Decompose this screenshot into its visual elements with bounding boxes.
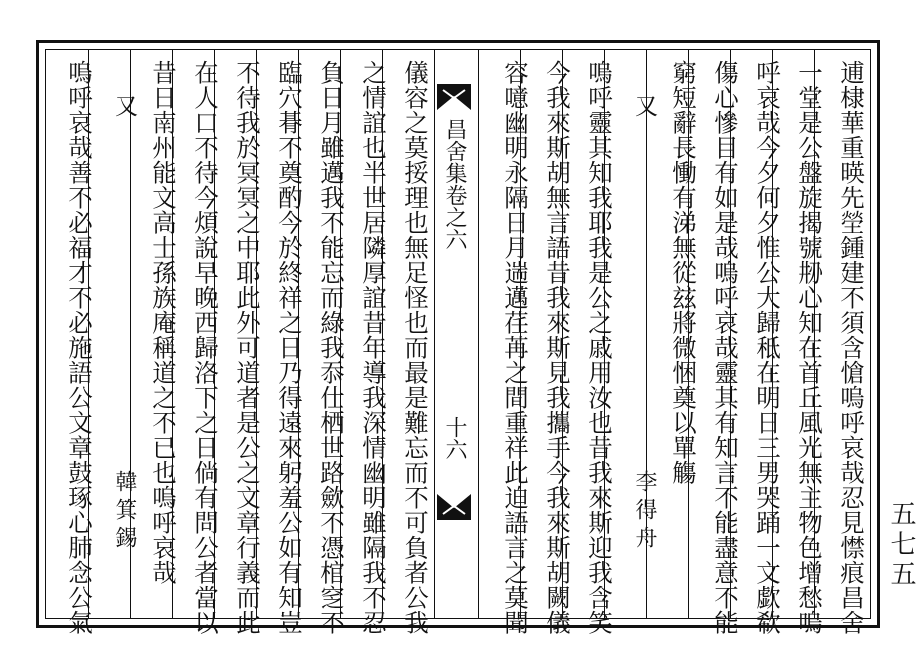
page-number: 五七五: [886, 500, 916, 590]
fishtail-mark-icon: [437, 84, 471, 110]
text-column: 傷心慘目有如是哉嗚呼哀哉靈其有知言不能盡意不能: [711, 60, 740, 635]
text-column: 儀容之莫挼理也無足怪也而最是難忘而不可負者公我: [401, 60, 430, 635]
center-fold: [437, 84, 471, 568]
text-column: 逋棣華重暎先塋鍾建不須含愴嗚呼哀哉忍見㦗痕昌舍: [837, 60, 866, 635]
book-title: 昌舍集卷之六: [442, 118, 467, 250]
heading-again: 又: [111, 94, 137, 117]
text-column: 負日月雖邁我不能忘而綠我忝仕栖世路歛不憑棺窆不: [317, 60, 346, 635]
author-name: 李得舟: [632, 470, 657, 554]
text-column: 昔日南州能文高士孫族庵稱道之不已也嗚呼哀哉: [149, 60, 178, 585]
text-column: 今我來斯胡無言語昔我來斯見我攜手今我來斯胡闕儀: [543, 60, 572, 635]
text-column: 之情誼也半世居隣厚誼昔年導我深情幽明雖隔我不忍: [359, 60, 388, 635]
author-name: 韓箕錫: [112, 470, 137, 554]
fishtail-mark-icon: [437, 494, 471, 520]
folio-number: 十六: [442, 416, 467, 460]
text-column: 窮短辭長慟有涕無從玆將微悃奠以單觴: [669, 60, 698, 485]
text-column: 呼哀哉今夕何夕惟公大歸秪在明日三男哭踊一文歔欷: [753, 60, 782, 635]
heading-again: 又: [631, 94, 657, 117]
text-column: 不待我於冥冥之中耶此外可道者是公之文章行義而此: [233, 60, 262, 635]
text-column: 臨穴朞不奠酌今於終祥之日乃得遠來躬羞公如有知豈: [275, 60, 304, 635]
column-rule: [434, 50, 435, 618]
text-column: 在人口不待今煩說早晚西歸洛下之日倘有問公者當以: [191, 60, 220, 635]
text-column: 容噫幽明永隔日月遄邁荏苒之間重祥此迫語言之莫聞: [501, 60, 530, 635]
text-column: 一堂是公盤旋揭號刱心知在首丘風光無主物色增愁嗚: [795, 60, 824, 635]
column-rule: [478, 50, 479, 618]
text-column: 嗚呼哀哉善不必福才不必施語公文章鼓琢心肺念公氣: [65, 60, 94, 635]
text-column: 嗚呼靈其知我耶我是公之戚用汝也昔我來斯迎我含笑: [585, 60, 614, 635]
